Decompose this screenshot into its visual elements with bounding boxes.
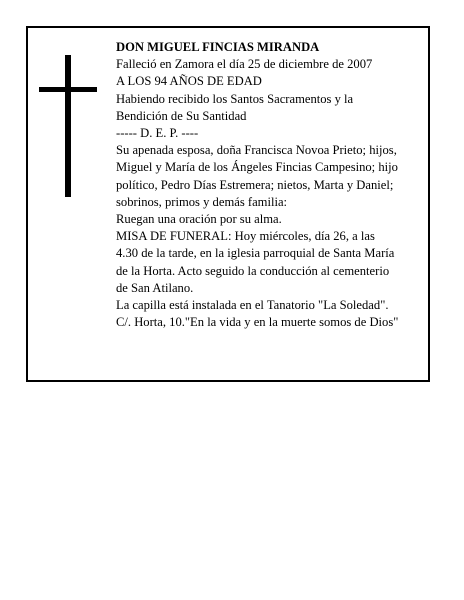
chapel-line-1: La capilla está instalada en el Tanatorio "La Soledad". bbox=[116, 298, 389, 313]
obituary-notice bbox=[26, 26, 430, 382]
funeral-mass-line-3: de la Horta. Acto seguido la conducción al cementerio bbox=[116, 263, 390, 278]
chapel-line-2: C/. Horta, 10."En la vida y en la muerte somos de Dios" bbox=[116, 315, 399, 330]
sacraments-line-2: Bendición de Su Santidad bbox=[116, 108, 247, 123]
notice-body bbox=[116, 39, 436, 331]
family-line-4: sobrinos, primos y demás familia: bbox=[116, 194, 288, 209]
family-line-1: Su apenada esposa, doña Francisca Novoa Prieto; hijos, bbox=[116, 143, 397, 158]
cross-horizontal-bar bbox=[39, 87, 97, 92]
cross-vertical-bar bbox=[65, 55, 71, 197]
funeral-mass-line-4: de San Atilano. bbox=[116, 280, 194, 295]
age-line: A LOS 94 AÑOS DE EDAD bbox=[116, 74, 262, 89]
funeral-mass-line-2: 4.30 de la tarde, en la iglesia parroquial de Santa María bbox=[116, 246, 395, 261]
deceased-name: DON MIGUEL FINCIAS MIRANDA bbox=[116, 40, 320, 54]
family-line-3: político, Pedro Días Estremera; nietos, Marta y Daniel; bbox=[116, 177, 394, 192]
death-date-line: Falleció en Zamora el día 25 de diciembre de 2007 bbox=[116, 57, 373, 72]
rip-line: ----- D. E. P. ---- bbox=[116, 126, 199, 141]
family-line-2: Miguel y María de los Ángeles Fincias Campesino; hijo bbox=[116, 160, 398, 175]
sacraments-line-1: Habiendo recibido los Santos Sacramentos y la bbox=[116, 91, 354, 106]
funeral-mass-line-1: MISA DE FUNERAL: Hoy miércoles, día 26, a las bbox=[116, 229, 375, 244]
prayer-request-line: Ruegan una oración por su alma. bbox=[116, 212, 282, 227]
